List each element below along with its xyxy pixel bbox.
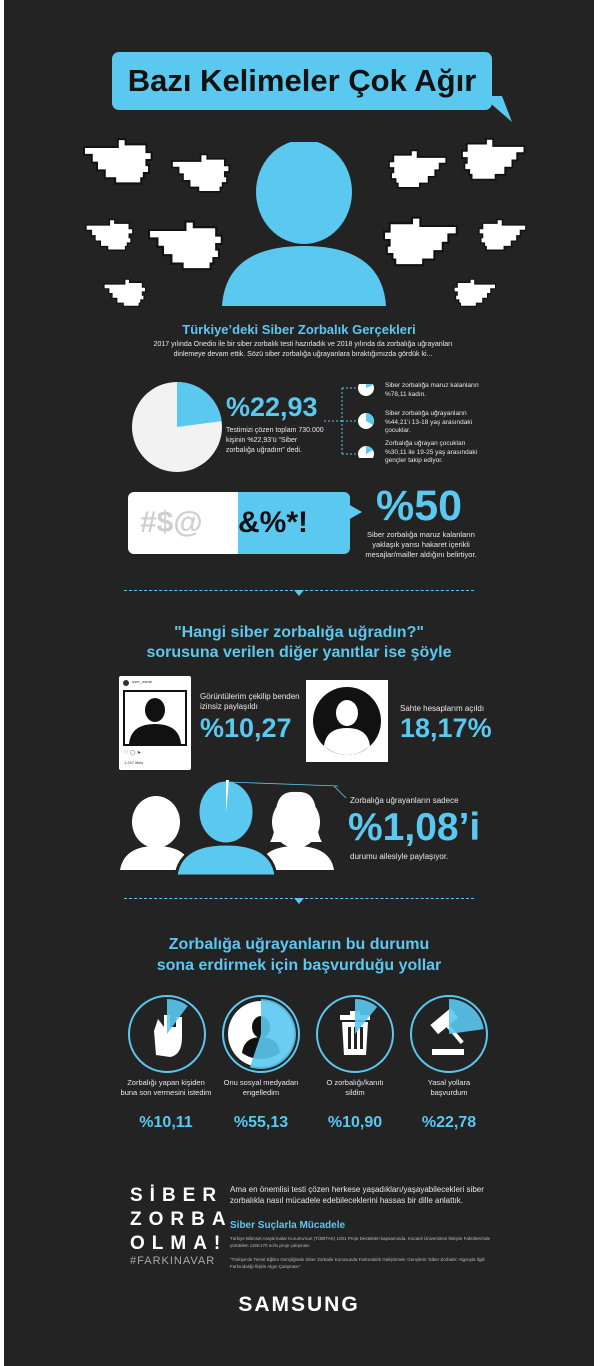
ways-title-line2: sona erdirmek için başvurduğu yollar [156, 957, 442, 974]
avatar-circle-icon [306, 680, 388, 762]
bullet-text: Siber zorbalığa maruz kalanların %78,11 kadın. [385, 382, 479, 398]
photo-description: Görüntülerim çekilip benden izinsiz paylaşıldı [200, 692, 300, 711]
callout-line [334, 784, 348, 804]
infographic [4, 0, 594, 1366]
footer-note: Türkiye Bilimsel Araştırmalar Kurumu'nun (TÜBİTAK) 1001 Proje Destekleri kapsamında, Kocaeli Üniversitesi İletişim Fakültesi'nde yürütülen 115K170 no'lu proje çalışması [230, 1236, 490, 1248]
campaign-logo [130, 1184, 233, 1256]
brand-logo: SAMSUNG [238, 1293, 360, 1316]
way-icon-circle [316, 995, 394, 1073]
hand-icon [86, 220, 133, 251]
way-label: Zorbalığı yapan kişiden buna son vermesini istedim [120, 1078, 212, 1097]
photo-percentage: %10,27 [200, 713, 292, 743]
family-pre-text: Zorbalığa uğrayanların sadece [350, 796, 459, 805]
bullet-text: Siber zorbalığa uğrayanların %44,21’i 13-18 yaş arasındaki çocuklar. [385, 410, 473, 434]
logo-line: ZORBA [130, 1209, 233, 1230]
insult-symbols-grey: #$@ [140, 506, 203, 539]
way-percentage: %10,11 [139, 1114, 193, 1131]
hand-icon [389, 150, 446, 187]
way-label: Onu sosyal medyadan engelledim [223, 1078, 299, 1097]
facts-title: Türkiye’deki Siber Zorbalık Gerçekleri [182, 322, 416, 337]
speech-bubble-tail [482, 96, 512, 122]
question-title-line1: "Hangi siber zorbalığa uğradın?" [174, 624, 424, 641]
hand-icon [104, 279, 146, 306]
way-icon-circle [222, 995, 300, 1073]
hand-icon [479, 220, 526, 251]
insta-actions-icon: ♡ ◯ ➤ [124, 750, 142, 756]
facts-intro: 2017 yılında Onedio ile bir siber zorbalık testi hazırladık ve 2018 yılında da zorbalığa uğrayanları dinlemeye devam ettik. Sözü siber zorbalığa uğrayanlara bıraktığımızda gördük ki... [153, 341, 453, 358]
hand-icon [462, 139, 524, 180]
ways-title-line1: Zorbalığa uğrayanların bu durumu [168, 936, 430, 953]
hand-icon [384, 218, 457, 266]
insta-username: user_name [132, 679, 153, 684]
footer-text: Ama en önemlisi testi çözen herkese yaşadıkları/yaşayabilecekleri siber zorbalıkla nasıl mücadele edebileceklerini hassas bir dille anlattık. [230, 1185, 484, 1205]
insult-bubble-tail [348, 504, 362, 520]
way-icon-circle [128, 995, 206, 1073]
insult-percentage: %50 [376, 482, 463, 530]
divider-arrow [294, 898, 304, 904]
footer-subtitle: Siber Suçlarla Mücadele [230, 1220, 346, 1231]
gavel-icon [412, 997, 486, 1071]
insta-photo [123, 690, 187, 746]
main-percentage: %22,93 [226, 392, 318, 422]
question-title-line2: sorusuna verilen diğer yanıtlar ise şöyle [146, 644, 452, 661]
bullet-connector [322, 384, 382, 458]
pie-chart [130, 380, 224, 474]
divider-arrow [294, 590, 304, 596]
way-percentage: %10,90 [327, 1114, 383, 1131]
fake-account-avatar [306, 680, 388, 762]
person-silhouette-icon [125, 692, 185, 744]
way-icon-circle [410, 995, 488, 1073]
instagram-post-card [119, 676, 191, 770]
logo-line: OLMA! [130, 1233, 228, 1254]
trash-icon [318, 997, 392, 1071]
person-block-icon [224, 997, 298, 1071]
hand-stop-icon [130, 997, 204, 1071]
way-percentage: %55,13 [233, 1114, 289, 1131]
pie-slice [177, 382, 222, 427]
insult-description: Siber zorbalığa maruz kalanların yaklaşık yarısı hakaret içerikli mesajlar/mailler aldığını belirtiyor. [365, 530, 477, 559]
way-percentage: %22,78 [421, 1114, 477, 1131]
footer-note: "Türkiye'de Temel Eğitim Gençliğinde Siber Zorbalık Konusunda Farkındalık Geliştirmek: Gençlerin 'Siber Zorbalık' Algısıyla İlgili Farkındalığı İlişkin Algın Çalışması" [230, 1257, 485, 1269]
hand-icon [149, 222, 222, 270]
way-label: Yasal yollara başvurdum [427, 1078, 471, 1097]
bullet-text: Zorbalığa uğrayan çocukları %30,11 ile 19-25 yaş arasındaki gençler takip ediyor. [385, 440, 478, 464]
hand-icon [454, 279, 496, 306]
hand-icon [84, 139, 152, 183]
hashtag: #FARKINAVAR [130, 1255, 216, 1267]
family-post-text: durumu ailesiyle paylaşıyor. [350, 852, 449, 861]
logo-line: SİBER [130, 1185, 224, 1206]
page-title: Bazı Kelimeler Çok Ağır [112, 52, 492, 110]
person-silhouette-icon [214, 142, 394, 306]
fake-percentage: 18,17% [400, 713, 492, 743]
way-label: O zorbalığı/kanıtı sildim [326, 1078, 384, 1097]
insult-symbols: &%*! [238, 506, 309, 539]
family-percentage: %1,08’i [348, 806, 481, 849]
family-people-icon [118, 780, 338, 880]
insta-likes: 1,247 likes [124, 760, 144, 765]
main-description: Testimizi çözen toplam 730.000 kişinin %22,93’ü “Siber zorbalığa uğradım” dedi. [226, 427, 324, 454]
fake-description: Sahte hesaplarım açıldı [400, 704, 485, 713]
